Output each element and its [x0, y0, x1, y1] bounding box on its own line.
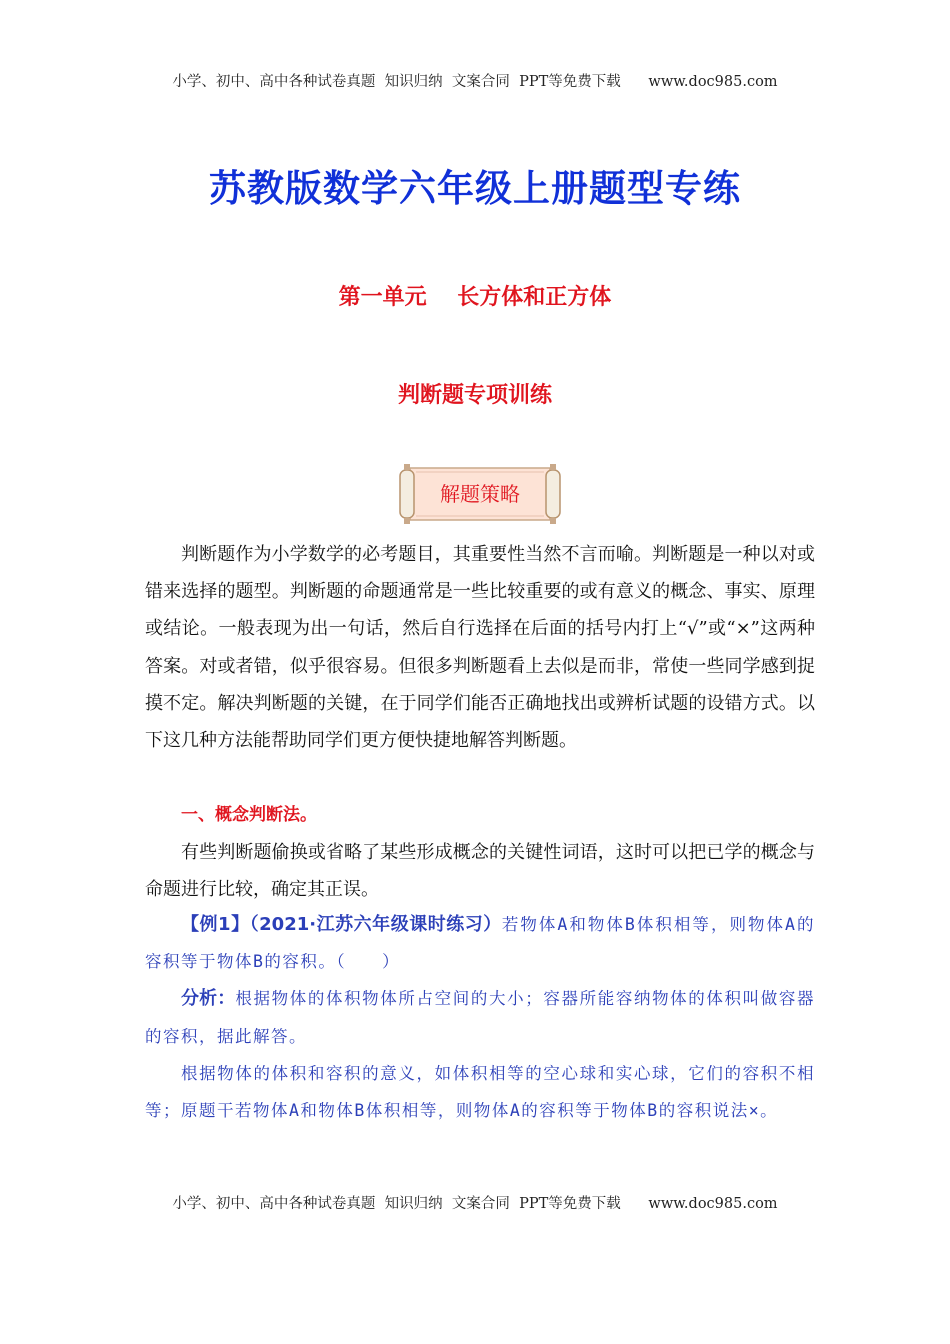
example-source: （2021·江苏六年级课时练习）: [249, 914, 502, 935]
section-title: 判断题专项训练: [397, 383, 552, 408]
document-title: 苏教版数学六年级上册题型专练: [209, 167, 741, 210]
unit-title: 第一单元 长方体和正方体: [338, 285, 612, 310]
method1-description: 有些判断题偷换或省略了某些形成概念的关键性词语，这时可以把已学的概念与命题进行比较，确定其正误。: [145, 842, 815, 901]
method1-block: [145, 796, 815, 909]
example-label: 【例1】: [181, 914, 250, 935]
method1-heading: 一、概念判断法。: [181, 805, 317, 825]
scroll-label: 解题策略: [440, 482, 520, 506]
analysis-label: 分析：: [181, 988, 236, 1010]
solution-text: 根据物体的体积和容积的意义，如体积相等的空心球和实心球，它们的容积不相等；原题干若物体A和物体B体积相等，则物体A的容积等于物体B的容积说法×。: [145, 1063, 815, 1121]
intro-paragraph-block: [145, 536, 815, 759]
example-question: 若物体A和物体B体积相等，则物体A的容积等于物体B的容积。（ ）: [145, 915, 815, 972]
page-header: 小学、初中、高中各种试卷真题 知识归纳 文案合同 PPT等免费下载 www.doc985.com: [172, 74, 778, 90]
analysis-text: 根据物体的体积物体所占空间的大小；容器所能容纳物体的体积叫做容器的容积，据此解答。: [145, 989, 816, 1046]
page-footer: 小学、初中、高中各种试卷真题 知识归纳 文案合同 PPT等免费下载 www.doc985.com: [172, 1196, 778, 1212]
example1-block: [145, 906, 815, 1129]
intro-paragraph: 判断题作为小学数学的必考题目，其重要性当然不言而喻。判断题是一种以对或错来选择的题型。判断题的命题通常是一些比较重要的或有意义的概念、事实、原理或结论。一般表现为出一句话，然后自行选择在后面的括号内打上“√”或“×”这两种答案。对或者错，似乎很容易。但很多判断题看上去似是而非，常使一些同学感到捉摸不定。解决判断题的关键，在于同学们能否正确地找出或辨析试题的设错方式。以下这几种方法能帮助同学们更方便快捷地解答判断题。: [145, 544, 815, 752]
strategy-scroll-banner: [396, 462, 564, 526]
